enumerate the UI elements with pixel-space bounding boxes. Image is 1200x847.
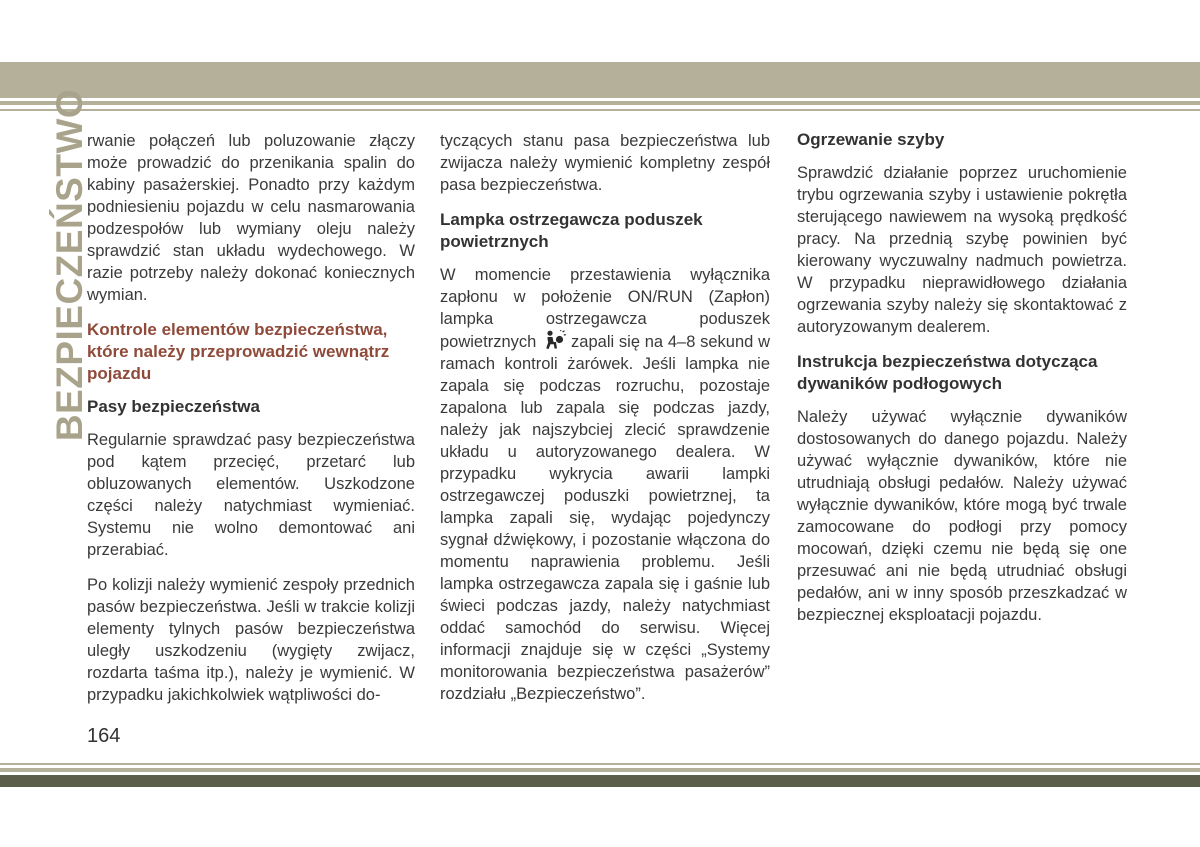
page-number: 164	[87, 725, 121, 747]
paragraph: tyczących stanu pasa bezpieczeństwa lub zwijacza należy wymienić kompletny zespół pasa bezpieczeństwa.	[440, 132, 770, 194]
text-column-3	[797, 128, 1127, 639]
paragraph: rwanie połączeń lub poluzowanie złączy może prowadzić do przenikania spalin do kabiny pasażerskiej. Ponadto przy każdym podniesieniu pojazdu w celu nasmarowania podzespołów lub wymiany oleju należy sprawdzić stan układu wydechowego. W razie potrzeby należy dokonać koniecznych wymian.	[87, 132, 415, 304]
footer-rule-thin	[0, 763, 1200, 765]
header-rule-thin	[0, 109, 1200, 111]
header-rule	[0, 101, 1200, 105]
subsection-heading: Lampka ostrzegawcza poduszek powietrznych	[440, 210, 703, 251]
footer-rule	[0, 768, 1200, 772]
airbag-warning-icon	[544, 330, 566, 350]
paragraph-text: zapali się na 4–8 sekund w ramach kontroli żarówek. Jeśli lampka nie zapala się podczas rozruchu, pozostaje zapalona lub zapala się podczas jazdy, należy jak najszybciej zlecić sprawdzenie układu u autoryzowanego dealera. W przypadku wykrycia awarii lampki ostrzegawczej poduszki powietrznej, ta lampka zapali się, wydając pojedynczy sygnał dźwiękowy, i pozostanie włączona do momentu naprawienia problemu. Jeśli lampka ostrzegawcza zapala się i gaśnie lub świeci podczas jazdy, należy natychmiast oddać samochód do serwisu. Więcej informacji znajduje się w części „Systemy monitorowania bezpieczeństwa pasażerów” rozdziału „Bezpieczeństwo”.	[440, 333, 770, 703]
paragraph: Sprawdzić działanie poprzez uruchomienie trybu ogrzewania szyby i ustawienie pokrętła sterującego nawiewem na wysoką prędkość pracy. Na przednią szybę powinien być kierowany wyczuwalny nadmuch powietrza. W przypadku nieprawidłowego działania ogrzewania szyby należy się skontaktować z autoryzowanym dealerem.	[797, 164, 1127, 336]
paragraph	[440, 264, 770, 705]
chapter-title-text: BEZPIECZEŃSTWO	[49, 88, 90, 442]
header-band	[0, 62, 1200, 98]
footer-band	[0, 775, 1200, 787]
subsection-heading: Ogrzewanie szyby	[797, 130, 945, 149]
paragraph-text: W momencie przestawienia wyłącznika zapłonu w położenie ON/RUN (Zapłon) lampka ostrzegawcza poduszek powietrznych	[440, 266, 770, 351]
subsection-heading: Pasy bezpieczeństwa	[87, 397, 260, 416]
paragraph: Po kolizji należy wymienić zespoły przednich pasów bezpieczeństwa. Jeśli w trakcie kolizji elementy tylnych pasów bezpieczeństwa uległy uszkodzeniu (wygięty zwijacz, rozdarta taśma itp.), należy je wymienić. W przypadku jakichkolwiek wątpliwości do-	[87, 576, 415, 704]
paragraph: Regularnie sprawdzać pasy bezpieczeństwa pod kątem przecięć, przetarć lub obluzowanych elementów. Uszkodzone części należy natychmiast wymieniać. Systemu nie wolno demontować ani przerabiać.	[87, 431, 415, 559]
subsection-heading: Instrukcja bezpieczeństwa dotycząca dywaników podłogowych	[797, 352, 1098, 393]
text-column-2	[440, 128, 770, 718]
paragraph: Należy używać wyłącznie dywaników dostosowanych do danego pojazdu. Należy używać wyłącznie dywaników, które nie utrudniają obsługi pedałów. Należy używać wyłącznie dywaników, które mogą być trwale zamocowane do podłogi przy pomocy mocowań, dzięki czemu nie będą się one przesuwać ani nie będą utrudniać obsługi pedałów, ani w inny sposób przeszkadzać w bezpiecznej eksploatacji pojazdu.	[797, 408, 1127, 624]
text-column-1	[87, 128, 415, 719]
section-heading: Kontrole elementów bezpieczeństwa, które należy przeprowadzić wewnątrz pojazdu	[87, 320, 390, 383]
